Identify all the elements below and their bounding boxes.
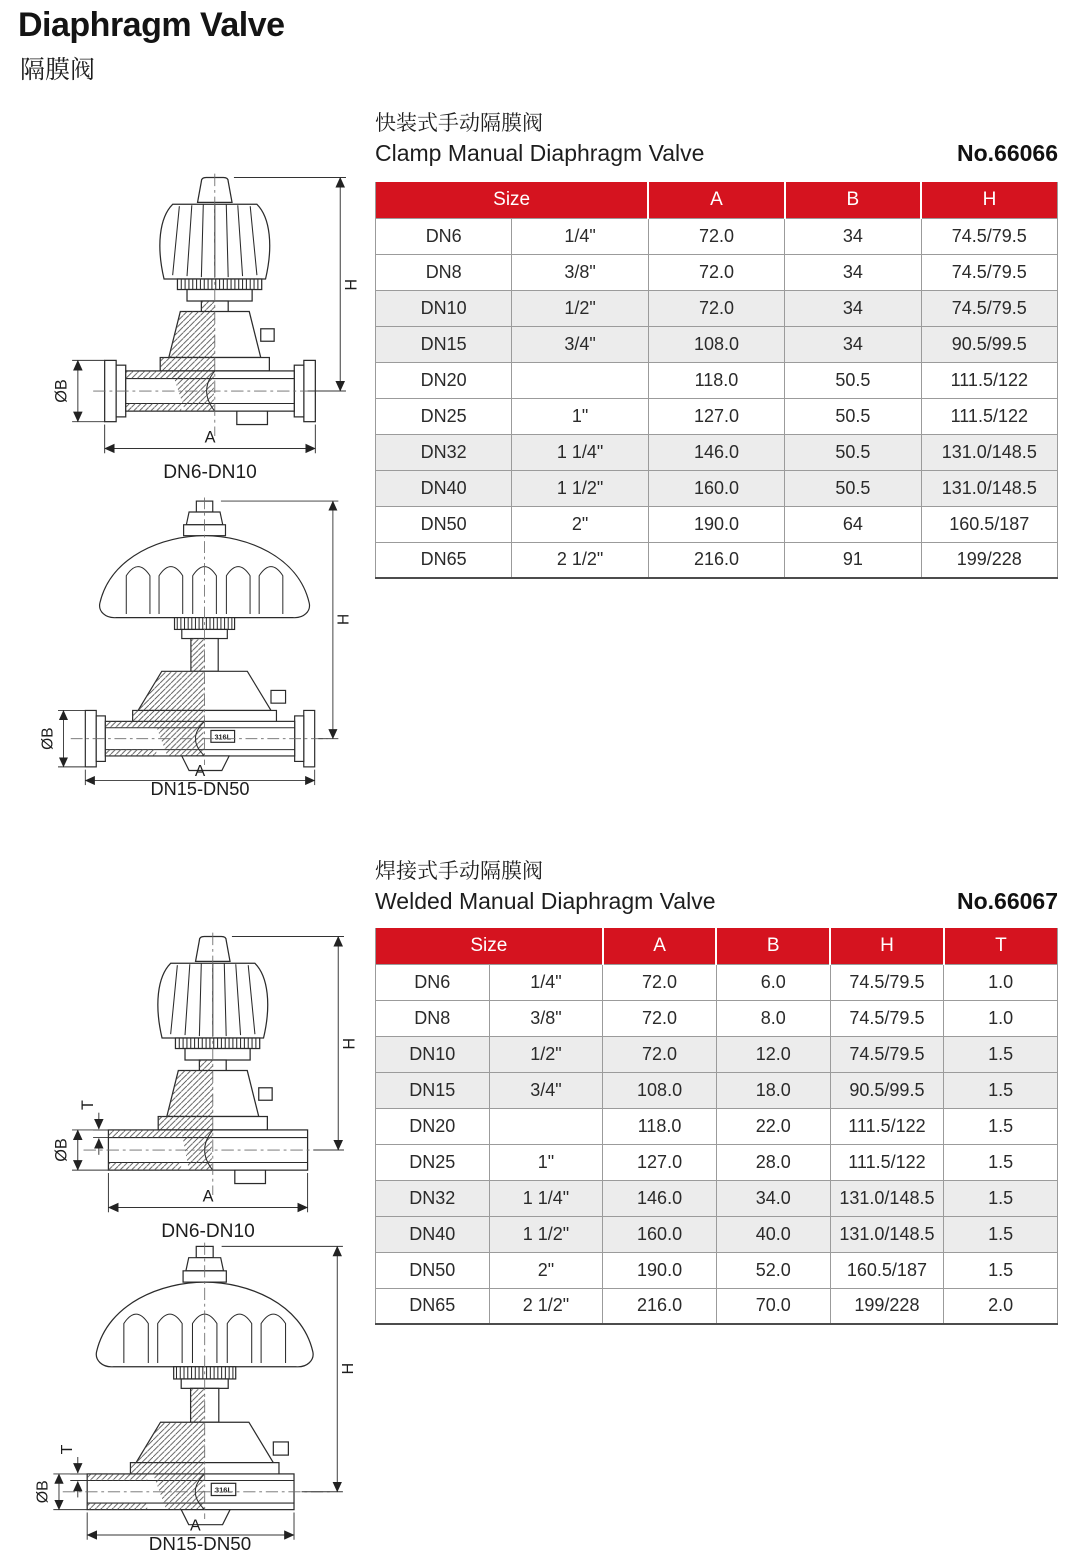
section-heading-en: Clamp Manual Diaphragm Valve <box>375 140 705 166</box>
table-row <box>376 290 1058 326</box>
table-cell: 1" <box>489 1144 603 1180</box>
material-tag: 316L <box>214 1485 233 1495</box>
table-cell: 72.0 <box>603 1000 717 1036</box>
pipe-wall-hatch-top <box>87 1474 147 1481</box>
table-cell: DN32 <box>376 1180 490 1216</box>
table-cell: 22.0 <box>716 1108 830 1144</box>
table-row <box>376 1252 1058 1288</box>
table-cell: DN10 <box>376 1036 490 1072</box>
table-cell: DN8 <box>376 254 512 290</box>
drawing-caption: DN15-DN50 <box>148 1533 252 1555</box>
table-header-row <box>376 928 1058 964</box>
table-cell: DN10 <box>376 290 512 326</box>
table-cell: 74.5/79.5 <box>830 1036 944 1072</box>
page-subtitle-cn: 隔膜阀 <box>20 56 96 84</box>
material-tag: 316L <box>214 732 232 742</box>
table-cell: 216.0 <box>603 1288 717 1324</box>
table-cell: DN40 <box>376 470 512 506</box>
table-cell: 18.0 <box>716 1072 830 1108</box>
bonnet-clamp-lug <box>273 1442 288 1455</box>
table-cell: 50.5 <box>785 398 921 434</box>
model-number: No.66066 <box>956 140 1058 166</box>
table-cell: 1.5 <box>944 1216 1058 1252</box>
table-cell: 160.0 <box>603 1216 717 1252</box>
table-cell: 111.5/122 <box>921 398 1057 434</box>
table-row <box>376 1036 1058 1072</box>
drawing-caption: DN6-DN10 <box>163 462 257 484</box>
table-cell: DN32 <box>376 434 512 470</box>
table-cell: 28.0 <box>716 1144 830 1180</box>
table-cell: 146.0 <box>648 434 784 470</box>
table-row <box>376 964 1058 1000</box>
table-cell: 118.0 <box>648 362 784 398</box>
table-cell: 1/2" <box>489 1036 603 1072</box>
table-cell: 3/8" <box>512 254 648 290</box>
table-cell: 1/4" <box>512 218 648 254</box>
table-cell: 1.5 <box>944 1252 1058 1288</box>
table-cell: 74.5/79.5 <box>921 218 1057 254</box>
dim-label-b: ØB <box>39 727 57 750</box>
col-header-h: H <box>921 182 1057 218</box>
col-header-h: H <box>830 928 944 964</box>
table-cell: 190.0 <box>603 1252 717 1288</box>
table-cell <box>489 1108 603 1144</box>
dim-label-b: ØB <box>34 1480 52 1504</box>
table-cell: 1.5 <box>944 1072 1058 1108</box>
table-cell: 111.5/122 <box>830 1144 944 1180</box>
dim-label-a: A <box>189 1517 201 1535</box>
dim-label-a: A <box>202 1187 214 1206</box>
bonnet-hatch <box>167 1071 213 1117</box>
table-cell: 64 <box>785 506 921 542</box>
table-cell: DN6 <box>376 218 512 254</box>
table-cell: 34 <box>785 326 921 362</box>
col-header-t: T <box>944 928 1058 964</box>
table-cell: 199/228 <box>921 542 1057 578</box>
table-cell: 3/8" <box>489 1000 603 1036</box>
table-cell: 74.5/79.5 <box>830 964 944 1000</box>
table-row <box>376 254 1058 290</box>
pipe-wall-hatch-bottom <box>105 750 156 756</box>
section-clamp-heading <box>375 110 1058 168</box>
table-cell: 131.0/148.5 <box>830 1216 944 1252</box>
table-cell: 70.0 <box>716 1288 830 1324</box>
table-cell: 90.5/99.5 <box>830 1072 944 1108</box>
table-header-row <box>376 182 1058 218</box>
pipe-wall-hatch-top <box>105 721 156 727</box>
table-cell: 50.5 <box>785 434 921 470</box>
table-cell: 160.5/187 <box>830 1252 944 1288</box>
flange-hatch <box>160 358 215 371</box>
table-row <box>376 1144 1058 1180</box>
table-cell: 118.0 <box>603 1108 717 1144</box>
table-cell: 72.0 <box>648 290 784 326</box>
dim-label-a: A <box>194 762 206 780</box>
pipe-wall-hatch-bottom <box>87 1503 147 1510</box>
table-cell: 6.0 <box>716 964 830 1000</box>
table-row <box>376 1072 1058 1108</box>
table-cell: 1/2" <box>512 290 648 326</box>
table-row <box>376 542 1058 578</box>
table-cell: 34 <box>785 218 921 254</box>
table-cell: 72.0 <box>603 964 717 1000</box>
stem-hatch <box>191 639 205 672</box>
valve-drawing-clamp-dn6-dn10 <box>50 166 370 482</box>
table-cell: DN50 <box>376 506 512 542</box>
pipe-wall-hatch-bottom <box>108 1162 181 1170</box>
table-cell: 74.5/79.5 <box>921 254 1057 290</box>
welded-spec-table <box>375 928 1058 1325</box>
dim-label-t: T <box>79 1100 98 1110</box>
table-cell: 3/4" <box>489 1072 603 1108</box>
dim-label-h: H <box>340 1037 359 1050</box>
stem-hatch <box>191 1388 205 1422</box>
knurl-teeth <box>181 279 258 290</box>
table-cell: DN20 <box>376 362 512 398</box>
body-foot <box>181 1510 230 1525</box>
stem-collar <box>187 290 252 301</box>
table-cell: 74.5/79.5 <box>830 1000 944 1036</box>
table-cell: 50.5 <box>785 470 921 506</box>
knurl-teeth <box>179 1038 256 1049</box>
dim-label-t: T <box>59 1444 77 1455</box>
dim-label-h: H <box>342 278 361 291</box>
page-title: Diaphragm Valve <box>18 6 285 44</box>
table-row <box>376 218 1058 254</box>
section-heading-cn: 焊接式手动隔膜阀 <box>375 860 543 883</box>
table-cell: 2 1/2" <box>489 1288 603 1324</box>
table-cell: 2 1/2" <box>512 542 648 578</box>
table-cell: DN15 <box>376 1072 490 1108</box>
table-cell: 90.5/99.5 <box>921 326 1057 362</box>
table-cell: 40.0 <box>716 1216 830 1252</box>
dim-label-b: ØB <box>52 379 71 403</box>
table-cell: 72.0 <box>648 218 784 254</box>
table-cell: DN65 <box>376 1288 490 1324</box>
body-foot <box>237 411 268 424</box>
table-cell: 1.5 <box>944 1144 1058 1180</box>
table-cell: 1 1/2" <box>512 470 648 506</box>
table-cell: 34 <box>785 254 921 290</box>
table-cell: 199/228 <box>830 1288 944 1324</box>
table-row <box>376 1288 1058 1324</box>
table-cell: 1 1/2" <box>489 1216 603 1252</box>
table-row <box>376 434 1058 470</box>
table-cell: DN20 <box>376 1108 490 1144</box>
table-cell: DN25 <box>376 398 512 434</box>
table-cell: 3/4" <box>512 326 648 362</box>
col-header-a: A <box>648 182 784 218</box>
table-cell: DN8 <box>376 1000 490 1036</box>
model-number: No.66067 <box>956 888 1058 914</box>
table-row <box>376 506 1058 542</box>
table-row <box>376 1108 1058 1144</box>
col-header-size: Size <box>376 182 649 218</box>
table-cell: 74.5/79.5 <box>921 290 1057 326</box>
table-cell: 1.5 <box>944 1108 1058 1144</box>
table-cell: 2" <box>489 1252 603 1288</box>
dim-label-b: ØB <box>52 1138 71 1162</box>
table-cell: 131.0/148.5 <box>921 470 1057 506</box>
clamp-spec-table <box>375 182 1058 579</box>
table-cell: 160.0 <box>648 470 784 506</box>
col-header-b: B <box>785 182 921 218</box>
section-heading-en: Welded Manual Diaphragm Valve <box>375 888 716 914</box>
table-cell: 8.0 <box>716 1000 830 1036</box>
table-cell: 131.0/148.5 <box>830 1180 944 1216</box>
col-header-size: Size <box>376 928 603 964</box>
table-cell: 1 1/4" <box>489 1180 603 1216</box>
dim-label-h: H <box>340 1362 358 1375</box>
table-cell: 127.0 <box>648 398 784 434</box>
table-cell: 50.5 <box>785 362 921 398</box>
flange-hatch <box>130 1463 204 1475</box>
flange-hatch <box>133 710 205 722</box>
bonnet-hatch <box>169 312 215 358</box>
flange-hatch <box>158 1117 213 1130</box>
body-foot <box>235 1170 266 1183</box>
table-cell: DN25 <box>376 1144 490 1180</box>
table-cell: 216.0 <box>648 542 784 578</box>
bonnet-hatch <box>136 1422 205 1462</box>
table-cell <box>512 362 648 398</box>
table-cell: 1.0 <box>944 964 1058 1000</box>
table-cell: 34 <box>785 290 921 326</box>
bonnet-clamp-lug <box>261 329 274 341</box>
bonnet-hatch <box>138 671 204 710</box>
table-cell: 108.0 <box>603 1072 717 1108</box>
table-row <box>376 1180 1058 1216</box>
table-cell: 91 <box>785 542 921 578</box>
drawing-caption: DN6-DN10 <box>161 1221 255 1243</box>
table-row <box>376 470 1058 506</box>
drawing-caption: DN15-DN50 <box>150 779 250 800</box>
table-cell: 1.0 <box>944 1000 1058 1036</box>
valve-drawing-welded-dn6-dn10 <box>48 925 368 1241</box>
table-cell: 127.0 <box>603 1144 717 1180</box>
table-cell: 190.0 <box>648 506 784 542</box>
dim-label-h: H <box>335 613 353 626</box>
table-cell: 1/4" <box>489 964 603 1000</box>
table-cell: 1" <box>512 398 648 434</box>
table-cell: 2" <box>512 506 648 542</box>
table-cell: 160.5/187 <box>921 506 1057 542</box>
table-cell: 72.0 <box>603 1036 717 1072</box>
pipe-wall-hatch-bottom <box>126 403 182 411</box>
table-cell: 12.0 <box>716 1036 830 1072</box>
table-row <box>376 398 1058 434</box>
stem-collar <box>185 1049 250 1060</box>
table-cell: 111.5/122 <box>830 1108 944 1144</box>
bonnet-clamp-lug <box>271 690 286 703</box>
table-cell: DN40 <box>376 1216 490 1252</box>
table-row <box>376 1000 1058 1036</box>
section-heading-cn: 快装式手动隔膜阀 <box>375 112 543 135</box>
table-row <box>376 326 1058 362</box>
section-welded-heading <box>375 858 1058 916</box>
table-cell: 111.5/122 <box>921 362 1057 398</box>
table-row <box>376 362 1058 398</box>
table-cell: DN65 <box>376 542 512 578</box>
table-cell: 72.0 <box>648 254 784 290</box>
table-cell: DN6 <box>376 964 490 1000</box>
table-cell: DN15 <box>376 326 512 362</box>
table-cell: 52.0 <box>716 1252 830 1288</box>
col-header-a: A <box>603 928 717 964</box>
table-cell: 1.5 <box>944 1180 1058 1216</box>
table-cell: 131.0/148.5 <box>921 434 1057 470</box>
pipe-wall-hatch-top <box>108 1130 181 1138</box>
valve-drawing-clamp-dn15-dn50 <box>30 492 370 800</box>
table-cell: 1 1/4" <box>512 434 648 470</box>
table-cell: 1.5 <box>944 1036 1058 1072</box>
table-cell: 2.0 <box>944 1288 1058 1324</box>
col-header-b: B <box>716 928 830 964</box>
table-cell: DN50 <box>376 1252 490 1288</box>
valve-drawing-welded-dn15-dn50 <box>30 1237 370 1555</box>
body-foot <box>182 756 229 771</box>
dim-label-a: A <box>204 428 216 447</box>
table-row <box>376 1216 1058 1252</box>
table-cell: 146.0 <box>603 1180 717 1216</box>
table-cell: 34.0 <box>716 1180 830 1216</box>
bonnet-clamp-lug <box>259 1088 272 1100</box>
table-cell: 108.0 <box>648 326 784 362</box>
